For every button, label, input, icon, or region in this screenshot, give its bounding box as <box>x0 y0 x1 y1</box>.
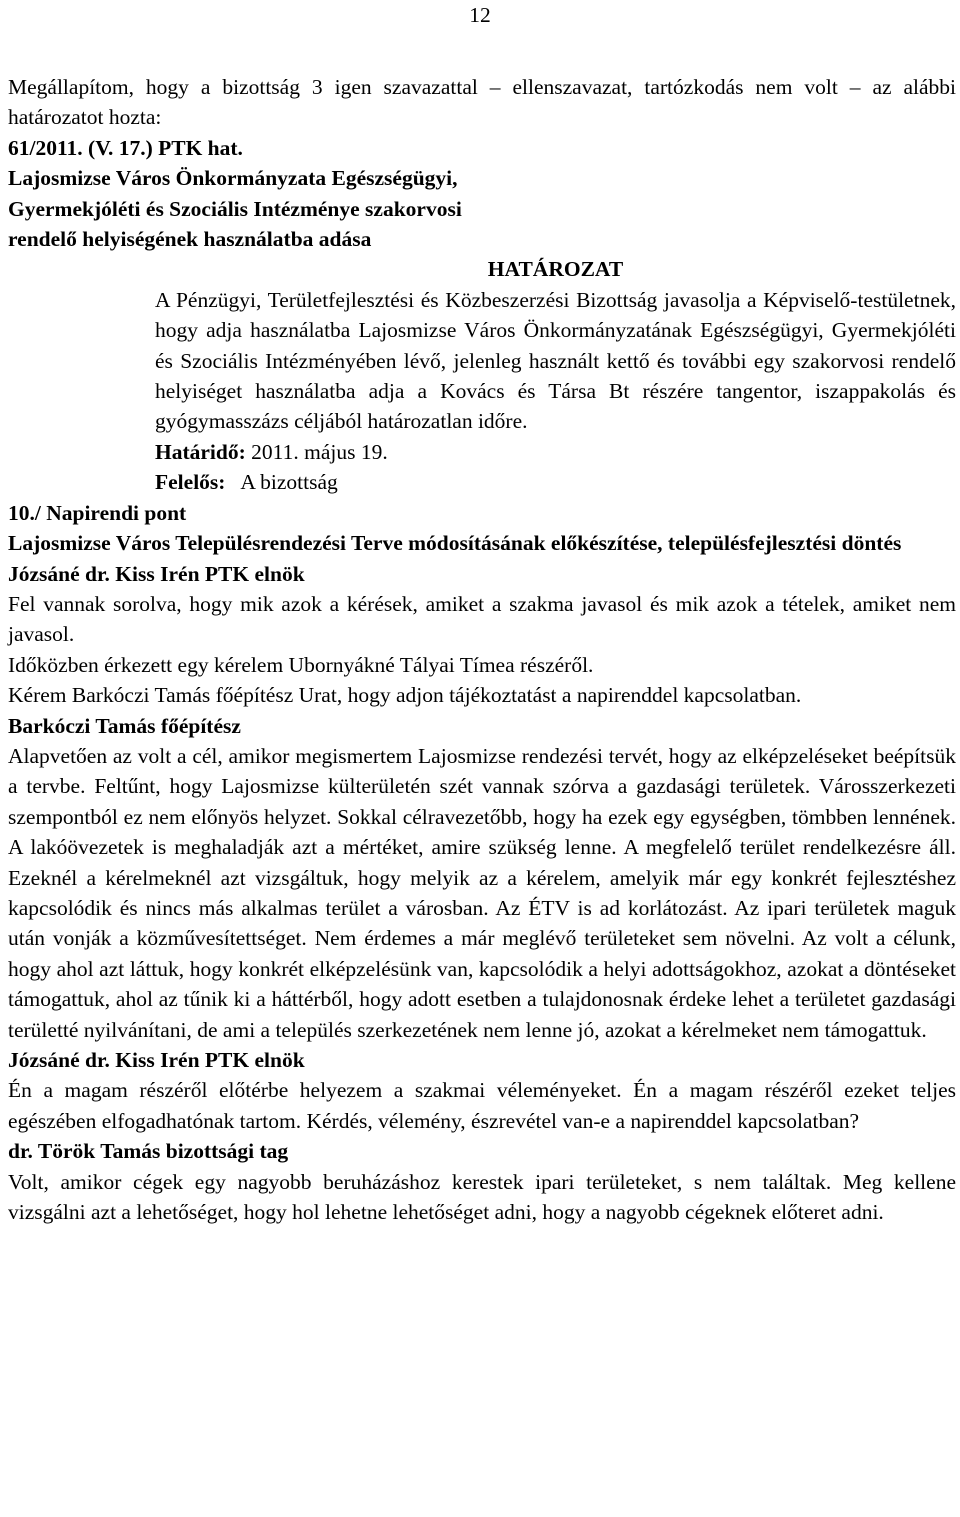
intro-sentence: Megállapítom, hogy a bizottság 3 igen szavazattal – ellenszavazat, tartózkodás nem volt – az alábbi határozatot hozta: <box>8 75 956 130</box>
responsible-label: Felelős: <box>155 470 226 495</box>
resolution-body: A Pénzügyi, Területfejlesztési és Közbeszerzési Bizottság javasolja a Képviselő-testületnek, hogy adja használatba Lajosmizse Város Önkormányzatának Egészségügyi, Gyermekjóléti és Szociális Intézményében lévő, jelenleg használt kettő és további egy szakorvosi rendelő helyiséget használatba adja a Kovács és Társa Bt részére tangentor, iszappakolás és gyógymasszázs céljából határozatlan időre. <box>155 287 956 434</box>
resolution-heading: HATÁROZAT <box>487 257 624 282</box>
speech-paragraph: Alapvetően az volt a cél, amikor megismertem Lajosmizse rendezési tervét, hogy az elképzeléseket beépítsük a tervbe. Feltűnt, hogy Lajosmizse külterületén szét vannak szórva a gazdasági területek. Városszerkezeti szempontból ez nem előnyös helyzet. Sokkal célravezetőbb, hogy ha ezek egy egységben, tömbben lennének. A lakóövezetek is meghaladják azt a mértéket, amire szükség lenne. A megfelelő terület rendelkezésre áll. Ezeknél a kérelmeknél azt vizsgáltuk, hogy melyik az a kérelem, amelyik már egy konkrét fejlesztéshez kapcsolódik és nincs más alkalmas terület a városban. Az ÉTV is ad korlátozást. Az ipari területek maguk után vonják a közművesítettséget. Nem érdemes a már meglévő területeket sem növelni. Az volt a célunk, hogy ahol azt láttuk, hogy konkrét elképzelésünk van, kapcsolódik a helyi adottságokhoz, azokat a döntéseket támogattuk, ahol az tűnik ki a háttérből, hogy adott esetben a tulajdonosnak érdeke lehet a területet gazdasági területté nyilvánítani, de ami a település szerkezetének nem lenne jó, azokat a kérelmeket nem támogattuk. <box>8 743 956 1042</box>
speech-paragraph: Fel vannak sorolva, hogy mik azok a kérések, amiket a szakma javasol és mik azok a tételek, amiket nem javasol. <box>8 591 956 647</box>
resolution-subject-line-1: Lajosmizse Város Önkormányzata Egészségügyi, <box>8 166 458 191</box>
resolution-block <box>155 254 956 497</box>
speech-paragraph: Időközben érkezett egy kérelem Ubornyákné Tályai Tímea részéről. <box>8 652 594 677</box>
responsible-line <box>155 467 956 497</box>
speaker-name: Józsáné dr. Kiss Irén PTK elnök <box>8 1048 305 1072</box>
speaker-name: Józsáné dr. Kiss Irén PTK elnök <box>8 561 305 586</box>
page-number: 12 <box>469 3 491 27</box>
resolution-subject-line-2: Gyermekjóléti és Szociális Intézménye szakorvosi <box>8 196 462 221</box>
speech-paragraph: Volt, amikor cégek egy nagyobb beruházáshoz kerestek ipari területeket, s nem találtak. Meg kellene vizsgálni azt a lehetőséget, hogy hol lehetne lehetőséget adni, hogy a nagyobb cégeknek előteret adni. <box>8 1169 956 1225</box>
agenda-title: Lajosmizse Város Településrendezési Terve módosításának előkészítése, településfejlesztési döntés <box>8 531 902 556</box>
responsible-value: A bizottság <box>240 470 338 495</box>
deadline-line <box>155 437 956 467</box>
speech-paragraph: Kérem Barkóczi Tamás főépítész Urat, hogy adjon tájékoztatást a napirenddel kapcsolatban. <box>8 683 802 708</box>
resolution-subject-line-3: rendelő helyiségének használatba adása <box>8 227 372 252</box>
speaker-name: Barkóczi Tamás főépítész <box>8 713 241 738</box>
document-body <box>8 72 956 1227</box>
deadline-label: Határidő: <box>155 439 246 464</box>
speech-paragraph: Én a magam részéről előtérbe helyezem a szakmai véleményeket. Én a magam részéről ezeket teljes egészében elfogadhatónak tartom. Kérdés, vélemény, észrevétel van-e a napirenddel kapcsolatban? <box>8 1078 956 1133</box>
resolution-number: 61/2011. (V. 17.) PTK hat. <box>8 135 243 160</box>
agenda-number: 10./ Napirendi pont <box>8 500 187 525</box>
speaker-name: dr. Török Tamás bizottsági tag <box>8 1139 289 1164</box>
deadline-value: 2011. május 19. <box>251 439 388 464</box>
